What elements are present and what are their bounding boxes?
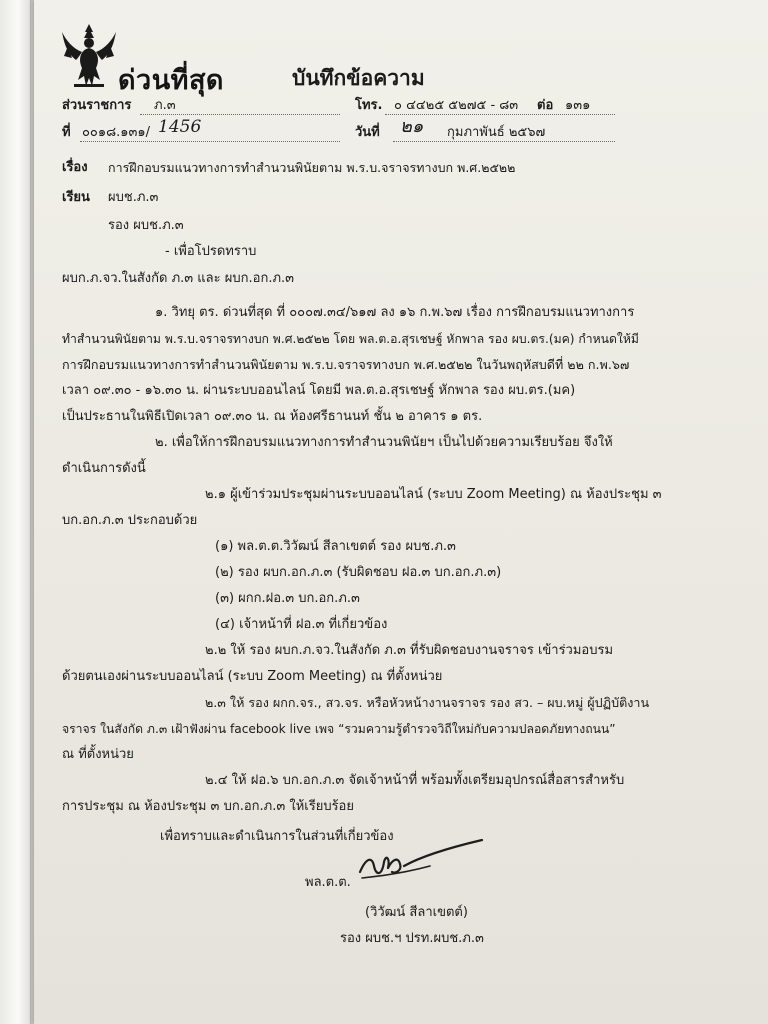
- to-label: เรียน: [62, 190, 90, 205]
- memo-title: บันทึกข้อความ: [292, 66, 425, 90]
- para-1-line: เป็นประธานในพิธีเปิดเวลา ๐๙.๓๐ น. ณ ห้องศรีธานนท์ ชั้น ๒ อาคาร ๑ ตร.: [62, 409, 483, 424]
- para-2-4-line: ๒.๔ ให้ ฝอ.๖ บก.อก.ภ.๓ จัดเจ้าหน้าที่ พร้อมทั้งเตรียมอุปกรณ์สื่อสารสำหรับ: [205, 773, 625, 788]
- signature-rank: พล.ต.ต.: [305, 875, 351, 890]
- ref-label: ที่: [62, 125, 71, 140]
- para-2-2-line: ๒.๒ ให้ รอง ผบก.ภ.จว.ในสังกัด ภ.๓ ที่รับผิดชอบงานจราจร เข้าร่วมอบรม: [205, 643, 614, 658]
- handwritten-signature: [352, 832, 502, 892]
- attendee-item: (๓) ผกก.ฝอ.๓ บก.อก.ภ.๓: [215, 591, 360, 606]
- date-dotline: [393, 141, 615, 142]
- signature-position: รอง ผบช.ฯ ปรท.ผบช.ภ.๓: [340, 931, 484, 946]
- para-1-line: การฝึกอบรมแนวทางการทำสำนวนพินัยตาม พ.ร.บ.จราจรทางบก พ.ศ.๒๕๒๒ ในวันพฤหัสบดีที่ ๒๒ ก.พ.๖๗: [62, 357, 630, 372]
- para-2-3-line: ๒.๓ ให้ รอง ผกก.จร., สว.จร. หรือหัวหน้างานจราจร รอง สว. – ผบ.หมู่ ผู้ปฏิบัติงาน: [205, 695, 650, 710]
- attendee-item: (๔) เจ้าหน้าที่ ฝอ.๓ ที่เกี่ยวข้อง: [215, 617, 388, 632]
- closing-line: เพื่อทราบและดำเนินการในส่วนที่เกี่ยวข้อง: [160, 829, 394, 844]
- to-line-3: - เพื่อโปรดทราบ: [165, 244, 257, 259]
- para-1-line: เวลา ๐๙.๓๐ - ๑๖.๓๐ น. ผ่านระบบออนไลน์ โดยมี พล.ต.อ.สุรเชษฐ์ หักพาล รอง ผบ.ตร.(มค): [62, 383, 576, 398]
- para-2-3-line: ณ ที่ตั้งหน่วย: [62, 747, 134, 762]
- to-line-2: รอง ผบช.ภ.๓: [108, 218, 184, 233]
- agency-label: ส่วนราชการ: [62, 98, 132, 113]
- agency-dotline: [140, 114, 340, 115]
- para-2-1-line: บก.อก.ภ.๓ ประกอบด้วย: [62, 513, 198, 528]
- subject-value: การฝึกอบรมแนวทางการทำสำนวนพินัยตาม พ.ร.บ.จราจรทางบก พ.ศ.๒๕๒๒: [108, 160, 516, 175]
- to-line-1: ผบช.ภ.๓: [108, 190, 159, 205]
- para-2-line: ๒. เพื่อให้การฝึกอบรมแนวทางการทำสำนวนพินัยฯ เป็นไปด้วยความเรียบร้อย จึงให้: [155, 435, 613, 450]
- ref-dotline: [80, 141, 340, 142]
- subject-label: เรื่อง: [62, 160, 88, 175]
- para-2-1-line: ๒.๑ ผู้เข้าร่วมประชุมผ่านระบบออนไลน์ (ระบบ Zoom Meeting) ณ ห้องประชุม ๓: [205, 487, 662, 502]
- para-2-4-line: การประชุม ณ ห้องประชุม ๓ บก.อก.ภ.๓ ให้เรียบร้อย: [62, 799, 354, 814]
- date-label: วันที่: [355, 125, 380, 140]
- ref-handwritten-number: 1456: [158, 117, 202, 137]
- to-line-4: ผบก.ภ.จว.ในสังกัด ภ.๓ และ ผบก.อก.ภ.๓: [62, 271, 295, 286]
- garuda-emblem: [60, 22, 118, 90]
- para-2-line: ดำเนินการดังนี้: [62, 461, 146, 476]
- para-1-line: ๑. วิทยุ ตร. ด่วนที่สุด ที่ ๐๐๐๗.๓๔/๖๑๗ ลง ๑๖ ก.พ.๖๗ เรื่อง การฝึกอบรมแนวทางการ: [155, 305, 635, 320]
- phone-label: โทร.: [355, 98, 383, 113]
- binder-strip: [0, 0, 31, 1024]
- ext-label: ต่อ: [537, 98, 554, 113]
- urgency-stamp: ด่วนที่สุด: [118, 65, 224, 96]
- signature-name: (วิวัฒน์ สีลาเขตต์): [365, 905, 468, 920]
- date-month-year: กุมภาพันธ์ ๒๕๖๗: [447, 125, 546, 140]
- ref-value: ๐๐๑๘.๑๓๑/: [82, 125, 151, 140]
- phone-value: ๐ ๔๔๒๕ ๕๒๗๕ - ๘๓: [394, 98, 519, 113]
- ext-value: ๑๓๑: [565, 98, 591, 113]
- para-2-3-line: จราจร ในสังกัด ภ.๓ เฝ้าฟังผ่าน facebook live เพจ “รวมความรู้ตำรวจวิถีใหม่กับความปลอดภัยทางถนน”: [62, 722, 616, 736]
- attendee-item: (๒) รอง ผบก.อก.ภ.๓ (รับผิดชอบ ฝอ.๓ บก.อก.ภ.๓): [215, 565, 502, 580]
- date-day: ๒๑: [400, 116, 424, 137]
- attendee-item: (๑) พล.ต.ต.วิวัฒน์ สีลาเขตต์ รอง ผบช.ภ.๓: [215, 539, 456, 554]
- agency-value: ภ.๓: [154, 98, 176, 113]
- para-2-2-line: ด้วยตนเองผ่านระบบออนไลน์ (ระบบ Zoom Meeting) ณ ที่ตั้งหน่วย: [62, 669, 443, 684]
- para-1-line: ทำสำนวนพินัยตาม พ.ร.บ.จราจรทางบก พ.ศ.๒๕๒๒ โดย พล.ต.อ.สุรเชษฐ์ หักพาล รอง ผบ.ตร.(มค) กำหนดให้มี: [62, 332, 639, 346]
- phone-dotline: [385, 114, 615, 115]
